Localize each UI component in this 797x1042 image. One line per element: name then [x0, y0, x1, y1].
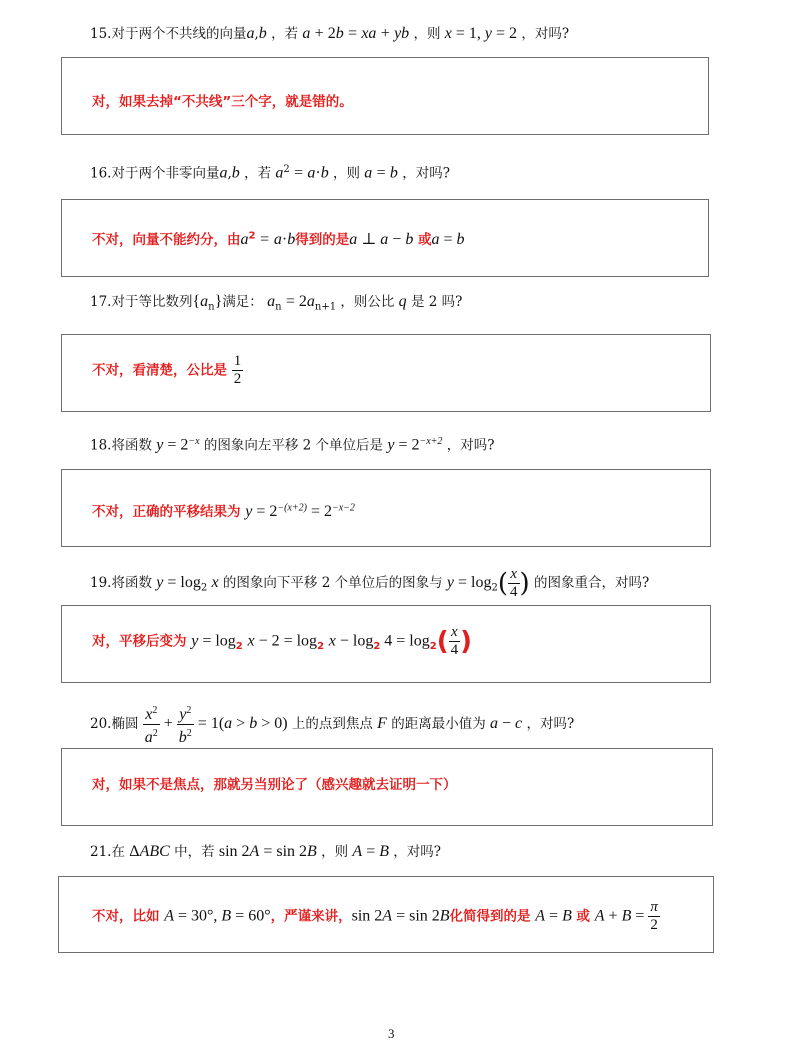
answer-21: 不对，比如 A = 30°, B = 60°，严谨来讲，sin 2A = sin 2B化简得到的是 A = B 或 A + B = $\frac{\pi}{2}$: [92, 899, 658, 933]
answer-box-20: [61, 748, 713, 826]
fraction-one-half: $\frac{1}{2}$: [233, 353, 242, 387]
answer-17: 不对，看清楚，公比是 $\frac{1}{2}$: [92, 353, 242, 387]
answer-box-16: [61, 199, 709, 277]
question-18: 18.将函数 $y = 2^{-x}$ 的图象向左平移 2 个单位后是 $y = 2^{-x+2}$ ，对吗?: [90, 436, 495, 454]
answer-15: 对，如果去掉“不共线”三个字，就是错的。: [92, 94, 353, 110]
question-17: 17.对于等比数列$\{a_n\}$满足： $a_n = 2a_{n+1}$ ，则公比 q 是 2 吗?: [90, 293, 463, 313]
answer-box-15: [61, 57, 709, 135]
answer-16: 不对，向量不能约分，由$a^2 = a\cdot b$得到的是a ⊥ a − b 或a = b: [92, 230, 465, 248]
answer-20: 对，如果不是焦点，那就另当别论了（感兴趣就去证明一下）: [92, 777, 457, 793]
answer-box-18: [61, 469, 711, 547]
question-21: 21.在 ΔABC 中，若 sin 2A = sin 2B ，则 A = B ，对吗?: [90, 843, 442, 860]
question-15: 15.对于两个不共线的向量a,b ，若 a + 2b = xa + yb ，则 x = 1, y = 2 ，对吗?: [90, 25, 570, 42]
question-16: 16.对于两个非零向量a,b ，若 $a^2 = a\cdot b$ ，则 a = b ，对吗?: [90, 164, 450, 182]
answer-box-19: [61, 605, 711, 683]
answer-box-21: [58, 876, 714, 953]
question-20: 20.椭圆 $\frac{x^2}{a^2}$ + $\frac{y^2}{b^2}$ = 1(a > b > 0) 上的点到焦点 F 的距离最小值为 a − c ，对吗?: [90, 702, 574, 747]
question-19: 19.将函数 $y = \log_2 x$ 的图象向下平移 2 个单位后的图象与 $y = \log_2$( $\frac{x}{4}$ ) 的图象重合，对吗?: [90, 566, 650, 600]
answer-box-17: [61, 334, 711, 412]
page-number: 3: [388, 1026, 395, 1041]
question-label: 15.对于两个不共线的向量: [90, 26, 247, 42]
answer-19: 对，平移后变为 $y = \log_2 x - 2 = \log_2 x - \log_2 4 = \log_2$( $\frac{x}{4}$ ): [92, 624, 472, 658]
answer-18: 不对，正确的平移结果为 $y = 2^{-(x+2)} = 2^{-x-2}$: [92, 502, 355, 520]
